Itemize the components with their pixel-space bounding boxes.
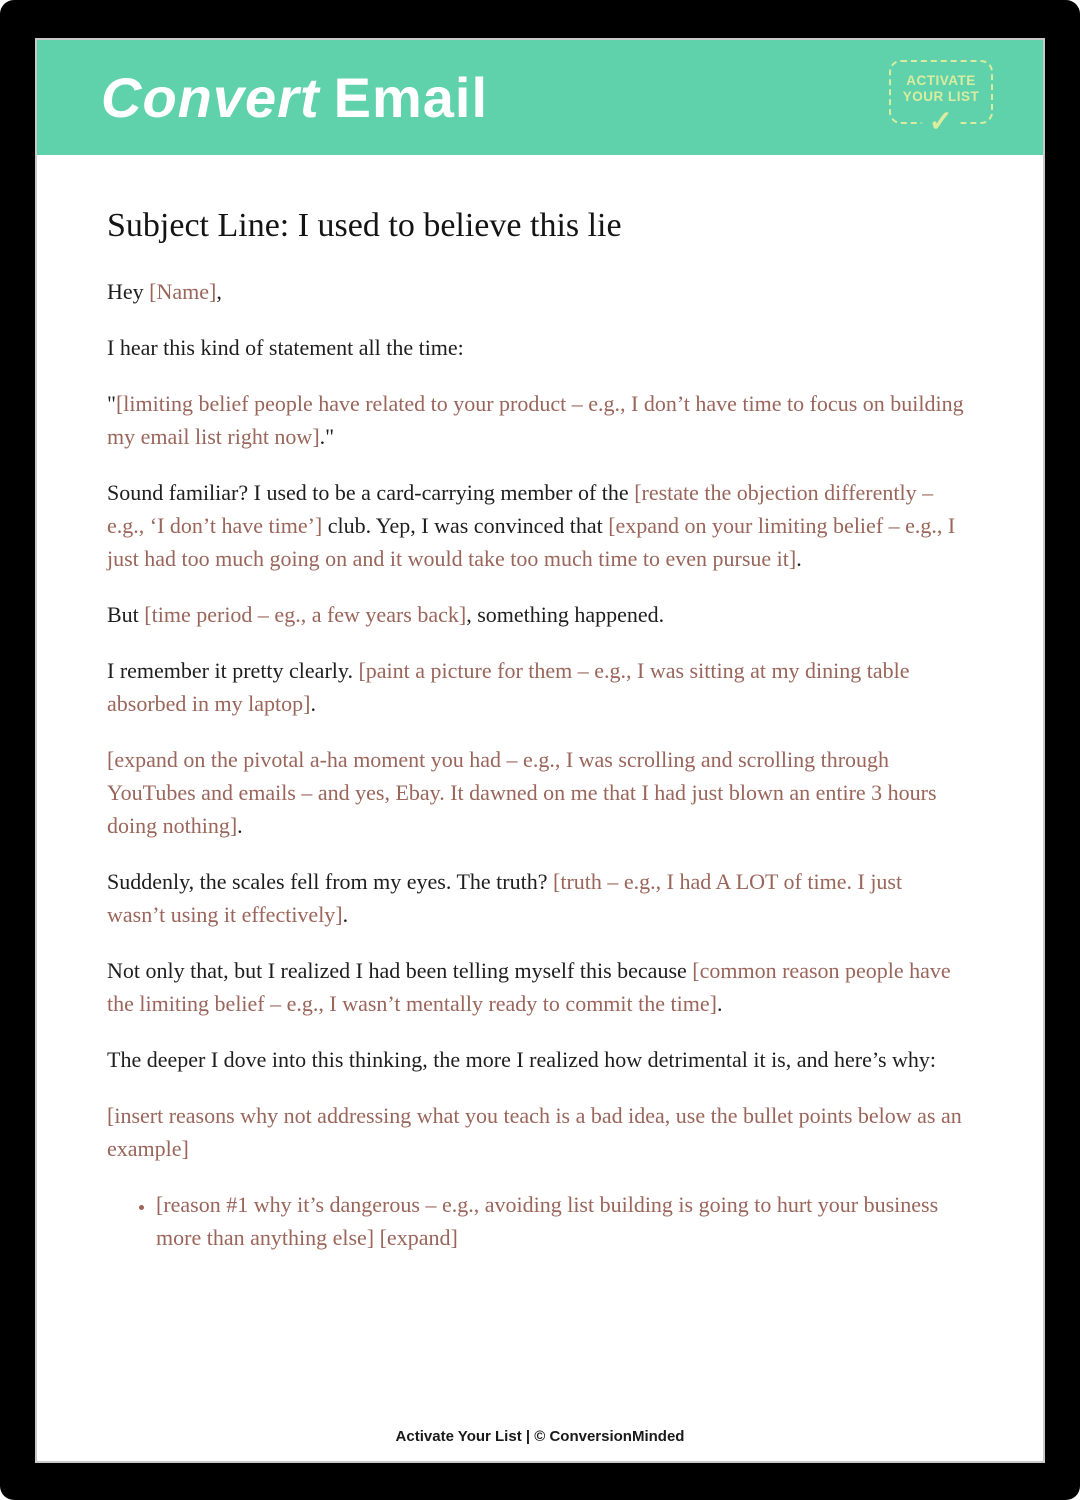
paragraph-intro (107, 331, 965, 364)
text-run: , something happened. (466, 602, 665, 627)
page-footer (37, 1428, 1043, 1445)
activate-your-list-badge (889, 60, 993, 138)
brand-title-convert: Convert (101, 66, 320, 129)
placeholder-run: [paint a picture for them – e.g., I was sitting at my dining table absorbed in my laptop] (107, 658, 910, 716)
paragraph-common-reason (107, 954, 965, 1020)
text-run: . (310, 691, 316, 716)
placeholder-run: [truth – e.g., I had A LOT of time. I just wasn’t using it effectively] (107, 869, 903, 927)
paragraph-insert-reasons (107, 1099, 965, 1165)
footer-text: Activate Your List | © ConversionMinded (395, 1428, 685, 1445)
checkmark-icon: ✓ (922, 107, 961, 137)
placeholder-run: [time period – eg., a few years back] (144, 602, 467, 627)
text-run: I remember it pretty clearly. (107, 658, 359, 683)
list-item-reason-1 (156, 1188, 965, 1254)
email-template-body (37, 155, 1043, 1254)
text-run: Not only that, but I realized I had been telling myself this because (107, 958, 693, 983)
text-run: Suddenly, the scales fell from my eyes. The truth? (107, 869, 553, 894)
paragraph-time-period (107, 598, 965, 631)
text-run: . (796, 546, 802, 571)
placeholder-run: [expand on your limiting belief – e.g., I just had too much going on and it would take too much time to even pursue it] (107, 513, 956, 571)
placeholder-run: [insert reasons why not addressing what you teach is a bad idea, use the bullet points below as an example] (107, 1103, 962, 1161)
text-run: club. Yep, I was convinced that (322, 513, 609, 538)
brand-title (101, 65, 488, 130)
placeholder-run: [restate the objection differently – e.g., ‘I don’t have time’] (107, 480, 934, 538)
paragraph-deeper-dive (107, 1043, 965, 1076)
text-run: . (716, 991, 723, 1016)
text-run: , (216, 279, 222, 304)
document-page (37, 40, 1043, 1461)
text-run: Sound familiar? I used to be a card-carrying member of the (107, 480, 635, 505)
placeholder-run: [common reason people have the limiting belief – e.g., I wasn’t mentally ready to commit the time] (107, 958, 951, 1016)
paragraph-greeting (107, 275, 965, 308)
text-run: " (107, 391, 116, 416)
text-run: . (237, 813, 243, 838)
paragraph-truth (107, 865, 965, 931)
header-banner (37, 40, 1043, 155)
paragraph-limiting-belief-quote (107, 387, 965, 453)
placeholder-run: [expand on the pivotal a-ha moment you had – e.g., I was scrolling and scrolling through YouTubes and emails – and yes, Ebay. It dawned on me that I had just blown an entire 3 hours doing nothing] (107, 747, 937, 838)
paragraph-sound-familiar (107, 476, 965, 575)
text-run: But (107, 602, 145, 627)
subject-line-heading: Subject Line: I used to believe this lie (107, 207, 622, 244)
brand-title-email: Email (333, 66, 488, 129)
reasons-list (107, 1188, 965, 1254)
placeholder-run: [limiting belief people have related to your product – e.g., I don’t have time to focus on building my email list right now] (107, 391, 964, 449)
placeholder-run: [Name] (149, 279, 217, 304)
text-run: Hey (107, 279, 150, 304)
placeholder-run: [reason #1 why it’s dangerous – e.g., avoiding list building is going to hurt your business more than anything else] [expand] (156, 1192, 939, 1250)
text-run: The deeper I dove into this thinking, the more I realized how detrimental it is, and here’s why: (107, 1047, 937, 1072)
badge-line-2: YOUR LIST (902, 89, 980, 104)
text-run: I hear this kind of statement all the time: (107, 335, 464, 360)
paragraph-remember-clearly (107, 654, 965, 720)
badge-line-1: ACTIVATE (906, 73, 976, 88)
paragraph-aha-moment (107, 743, 965, 842)
text-run: ." (319, 424, 335, 449)
text-run: . (342, 902, 349, 927)
